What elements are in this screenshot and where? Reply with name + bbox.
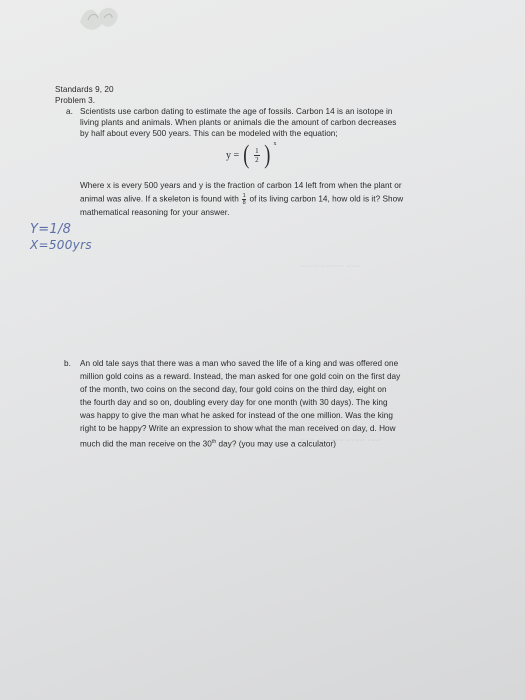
part-b-marker: b. — [64, 359, 71, 368]
coffee-stain-mark — [72, 2, 124, 36]
bleed-through-text-2: ~~~ ~~~~ ~~~~~~ ~~~ — [300, 436, 382, 445]
equation-fraction — [254, 147, 260, 164]
part-a-line-3: by half about every 500 years. This can be modeled with the equation; — [80, 129, 338, 138]
reasoning-line: mathematical reasoning for your answer. — [80, 208, 230, 217]
part-b-line-7 — [80, 436, 336, 451]
one-eighth-fraction — [242, 193, 246, 206]
part-a-line-1: Scientists use carbon dating to estimate the age of fossils. Carbon 14 is an isotope in — [80, 107, 393, 116]
fraction-denominator: 8 — [242, 200, 246, 206]
last-line-after: day? (you may use a calculator) — [216, 439, 337, 449]
equation-lhs: y = — [226, 149, 240, 161]
handwritten-answer-x: X=500yrs — [30, 238, 92, 252]
equation-exponent: x — [273, 141, 277, 147]
equation-denominator: 2 — [255, 155, 259, 164]
part-b-line-2: million gold coins as a reward. Instead, the man asked for one gold coin on the first day — [80, 372, 401, 381]
part-b-line-4: the fourth day and so on, doubling every day for one month (with 30 days). The king — [80, 398, 388, 407]
skeleton-line — [80, 193, 403, 206]
standards-heading: Standards 9, 20 — [55, 85, 114, 94]
part-b-line-3: of the month, two coins on the second day, four gold coins on the third day, eight on — [80, 385, 387, 394]
part-b-line-1: An old tale says that there was a man who saved the life of a king and was offered one — [80, 359, 399, 368]
fraction-numerator: 1 — [242, 193, 246, 199]
handwritten-answer-y: Y=1/8 — [30, 222, 72, 237]
skeleton-text-before: animal was alive. If a skeleton is found with — [80, 194, 239, 204]
bleed-through-text: ~~~ ~~~~~ ~~~~ — [300, 262, 361, 271]
part-b-line-5: was happy to give the man what he asked for instead of the one million. Was the king — [80, 411, 393, 420]
part-a-line-2: living plants and animals. When plants or animals die the amount of carbon decreases — [80, 118, 397, 127]
decay-equation: y = ( $\frac{1}{2}$ ) x — [226, 140, 277, 169]
skeleton-text-after: of its living carbon 14, how old is it? Show — [249, 194, 404, 204]
part-a-marker: a. — [66, 107, 73, 116]
problem-heading: Problem 3. — [55, 96, 96, 105]
equation-numerator: 1 — [255, 146, 259, 155]
where-line: Where x is every 500 years and y is the fraction of carbon 14 left from when the plant or — [80, 181, 402, 190]
part-b-line-6: right to be happy? Write an expression to show what the man received on day, d. How — [80, 424, 396, 433]
last-line-before: much did the man receive on the 30 — [80, 439, 212, 449]
ordinal-suffix: th — [211, 439, 217, 445]
